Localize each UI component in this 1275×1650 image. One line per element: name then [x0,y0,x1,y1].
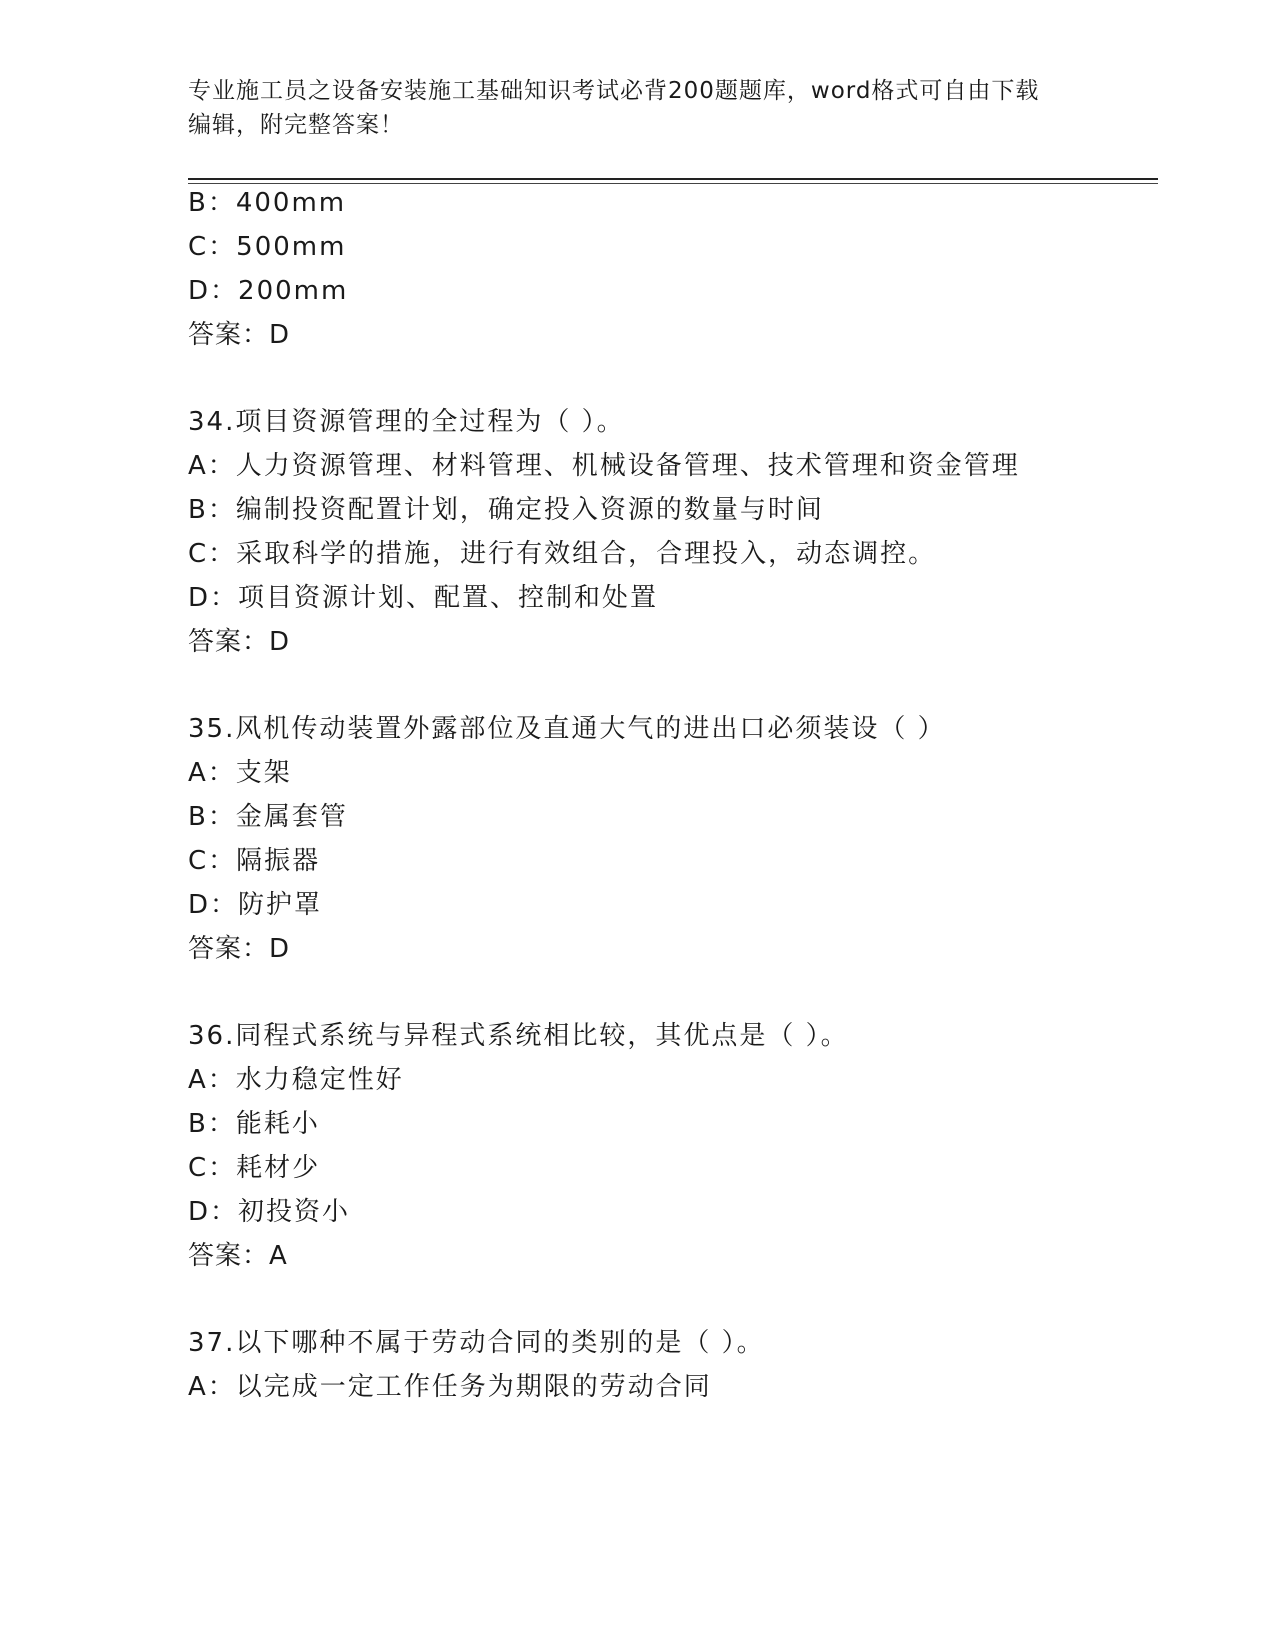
answer-line: 答案：D [188,320,291,350]
option-a: A：水力稳定性好 [188,1065,404,1095]
option-b: B：能耗小 [188,1109,320,1139]
option-c: C：耗材少 [188,1153,321,1183]
option-d: D：200mm [188,276,349,306]
answer-line: 答案：D [188,627,291,657]
option-d: D：防护罩 [188,890,323,920]
header-divider-thick [188,178,1158,180]
question-37: 37.以下哪种不属于劳动合同的类别的是（ ）。 [188,1328,765,1358]
answer-line: 答案：D [188,934,291,964]
question-34: 34.项目资源管理的全过程为（ ）。 [188,407,625,437]
question-36: 36.同程式系统与异程式系统相比较，其优点是（ ）。 [188,1021,849,1051]
header-divider-thin [188,183,1158,184]
header-title-line2: 编辑，附完整答案！ [188,112,404,138]
option-d: D：项目资源计划、配置、控制和处置 [188,583,659,613]
option-c: C：500mm [188,232,347,262]
answer-line: 答案：A [188,1241,288,1271]
option-a: A：支架 [188,758,292,788]
option-b: B：金属套管 [188,802,348,832]
question-35: 35.风机传动装置外露部位及直通大气的进出口必须装设（ ） [188,714,946,744]
option-b: B：编制投资配置计划，确定投入资源的数量与时间 [188,495,824,525]
option-c: C：隔振器 [188,846,321,876]
header-title-line1: 专业施工员之设备安装施工基础知识考试必背200题题库，word格式可自由下载 [188,78,1040,104]
option-d: D：初投资小 [188,1197,351,1227]
page-header [188,74,1088,142]
option-a: A：以完成一定工作任务为期限的劳动合同 [188,1372,712,1402]
option-b: B：400mm [188,188,347,218]
option-c: C：采取科学的措施，进行有效组合，合理投入，动态调控。 [188,539,937,569]
option-a: A：人力资源管理、材料管理、机械设备管理、技术管理和资金管理 [188,451,1020,481]
